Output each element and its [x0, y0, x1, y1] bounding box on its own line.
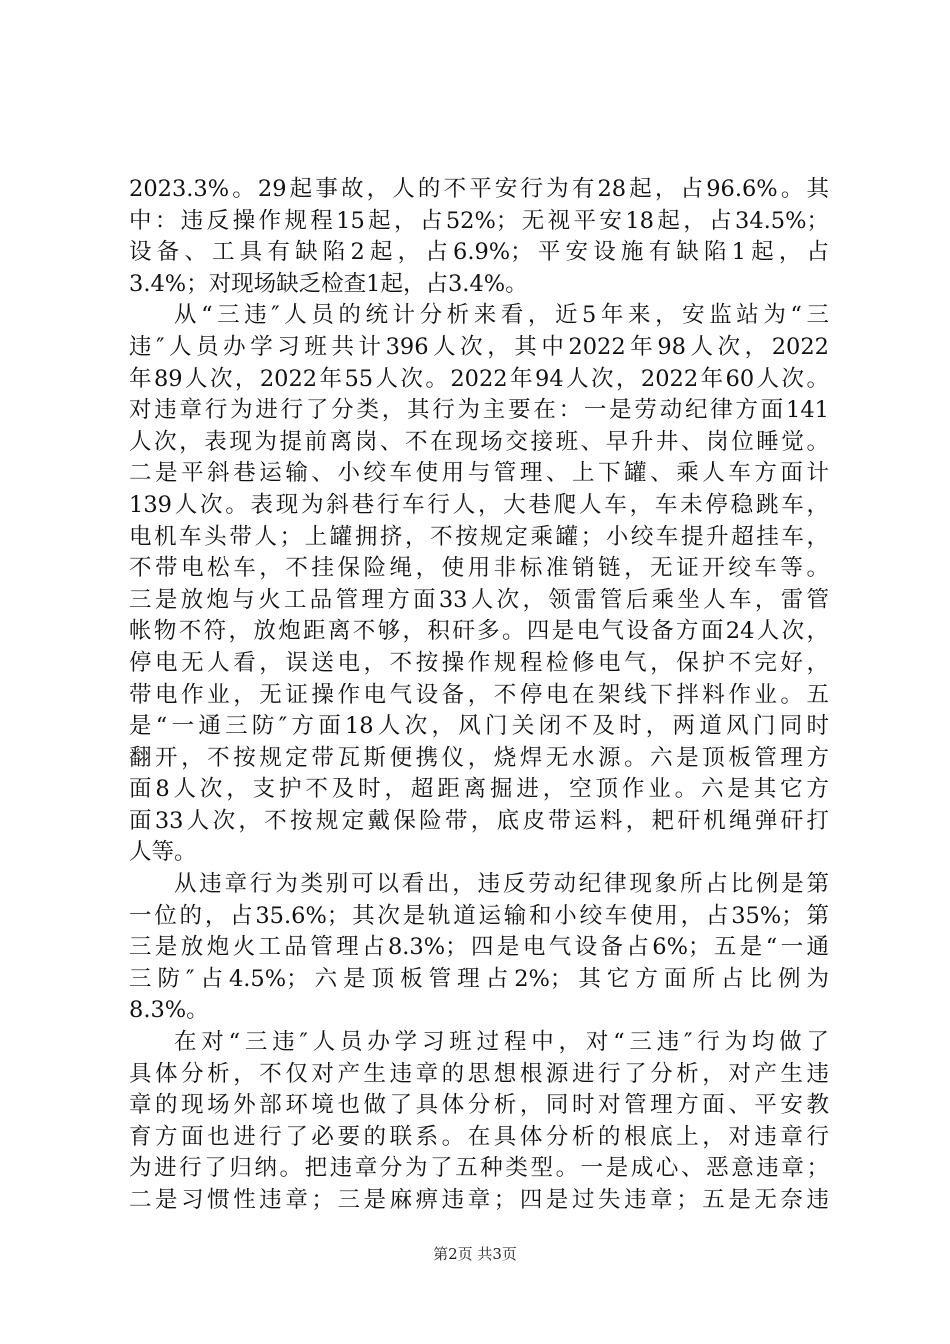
text-line: 从违章行为类别可以看出，违反劳动纪律现象所占比例是第 [174, 871, 829, 898]
text-line: 带电作业，无证操作电气设备，不停电在架线下拌料作业。五 [129, 681, 829, 708]
text-line: 停电无人看，误送电，不按操作规程检修电气，保护不完好， [129, 649, 829, 676]
text-line: 为进行了归纳。把违章分为了五种类型。一是成心、恶意违章； [129, 1155, 829, 1182]
text-line: 违″人员办学习班共计396人次，其中2022年98人次，2022 [129, 333, 829, 360]
text-line: 人次，表现为提前离岗、不在现场交接班、早升井、岗位睡觉。 [129, 428, 829, 455]
text-line: 对违章行为进行了分类，其行为主要在：一是劳动纪律方面141 [129, 397, 829, 424]
text-line: 电机车头带人；上罐拥挤，不按规定乘罐；小绞车提升超挂车， [129, 523, 829, 550]
text-line: 三防″占4.5%；六是顶板管理占2%；其它方面所占比例为 [129, 965, 829, 992]
text-line: 育方面也进行了必要的联系。在具体分析的根底上，对违章行 [129, 1123, 829, 1150]
document-body [129, 174, 829, 1217]
text-line: 二是习惯性违章；三是麻痹违章；四是过失违章；五是无奈违 [129, 1187, 829, 1213]
text-line: 中：违反操作规程15起，占52%；无视平安18起，占34.5%； [129, 207, 829, 234]
text-line: 8.3%。 [129, 997, 209, 1024]
text-line: 不带电松车，不挂保险绳，使用非标准销链，无证开绞车等。 [129, 555, 829, 582]
text-line: 设备、工具有缺陷2起，占6.9%；平安设施有缺陷1起，占 [129, 239, 829, 266]
page-footer: 第2页 共3页 [433, 1245, 517, 1263]
text-line: 帐物不符，放炮距离不够，积矸多。四是电气设备方面24人次， [129, 618, 829, 645]
text-line: 二是平斜巷运输、小绞车使用与管理、上下罐、乘人车方面计 [129, 460, 829, 487]
text-line: 3.4%；对现场缺乏检查1起，占3.4%。 [129, 270, 528, 297]
text-line: 具体分析，不仅对产生违章的思想根源进行了分析，对产生违 [129, 1060, 829, 1087]
text-line: 在对“三违″人员办学习班过程中，对“三违″行为均做了 [174, 1029, 829, 1056]
text-line: 面8人次，支护不及时，超距离掘进，空顶作业。六是其它方 [129, 776, 829, 803]
text-line: 三是放炮火工品管理占8.3%；四是电气设备占6%；五是“一通 [129, 934, 829, 961]
text-line: 2023.3%。29起事故，人的不平安行为有28起，占96.6%。其 [129, 176, 829, 202]
text-line: 年89人次，2022年55人次。2022年94人次，2022年60人次。 [129, 365, 829, 392]
text-line: 一位的，占35.6%；其次是轨道运输和小绞车使用，占35%；第 [129, 902, 829, 929]
text-line: 人等。 [129, 839, 197, 866]
text-line: 面33人次，不按规定戴保险带，底皮带运料，耙矸机绳弹矸打 [129, 807, 829, 834]
text-line: 139人次。表现为斜巷行车行人，大巷爬人车，车未停稳跳车， [129, 491, 829, 518]
text-line: 翻开，不按规定带瓦斯便携仪，烧焊无水源。六是顶板管理方 [129, 744, 829, 771]
text-line: 从“三违″人员的统计分析来看，近5年来，安监站为“三 [174, 302, 829, 329]
text-line: 三是放炮与火工品管理方面33人次，领雷管后乘坐人车，雷管 [129, 586, 829, 613]
text-line: 章的现场外部环境也做了具体分析，同时对管理方面、平安教 [129, 1092, 829, 1119]
text-line: 是“一通三防″方面18人次，风门关闭不及时，两道风门同时 [129, 713, 829, 740]
